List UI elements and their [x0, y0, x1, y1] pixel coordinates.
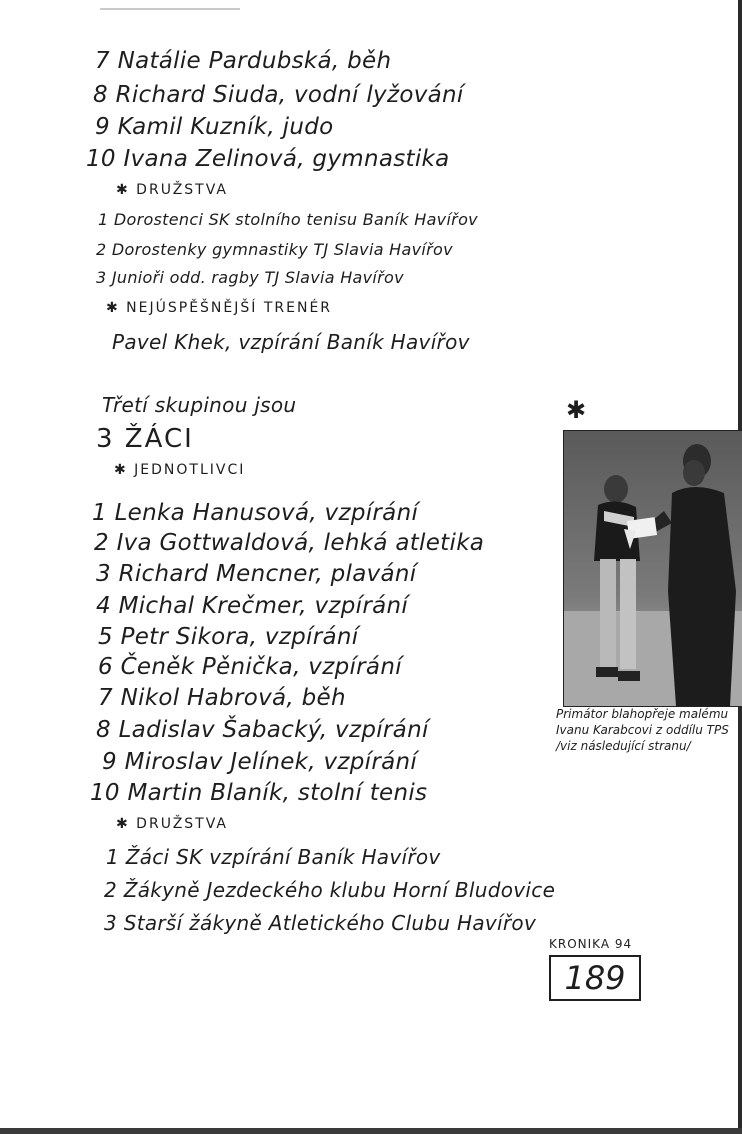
group-intro: Třetí skupinou jsou: [102, 393, 297, 417]
list-item: 1 Dorostenci SK stolního tenisu Baník Havířov: [98, 210, 478, 229]
section-heading-best-coach: ✱ NEJÚSPĚŠNĚJŠÍ TRENÉR: [106, 300, 333, 316]
photo-caption: Primátor blahopřeje malému Ivanu Karabcovi z oddílu TPS /viz následující stranu/: [556, 707, 729, 753]
list-item: 10 Ivana Zelinová, gymnastika: [86, 146, 450, 172]
section-heading-individuals: ✱ JEDNOTLIVCI: [114, 462, 246, 478]
list-item: 10 Martin Blaník, stolní tenis: [90, 780, 428, 806]
list-item: 5 Petr Sikora, vzpírání: [98, 624, 359, 650]
list-item: 2 Iva Gottwaldová, lehká atletika: [94, 530, 485, 556]
list-item: 1 Lenka Hanusová, vzpírání: [92, 500, 419, 526]
photo-illustration: [564, 431, 742, 706]
photo-star-mark: ✱: [566, 396, 587, 424]
page-edge-bottom: [0, 1128, 742, 1134]
section-heading-teams: ✱ DRUŽSTVA: [116, 182, 228, 198]
newspaper-photo: [563, 430, 742, 707]
section-heading-teams: ✱ DRUŽSTVA: [116, 816, 228, 832]
list-item: 4 Michal Krečmer, vzpírání: [96, 593, 409, 619]
list-item: 2 Žákyně Jezdeckého klubu Horní Bludovice: [104, 878, 556, 902]
group-title: 3 ŽÁCI: [96, 424, 194, 454]
top-rule: [100, 8, 240, 10]
list-item: 9 Kamil Kuzník, judo: [95, 114, 334, 140]
list-item: 3 Richard Mencner, plavání: [96, 561, 417, 587]
list-item: 6 Čeněk Pěnička, vzpírání: [98, 654, 402, 680]
list-item: 1 Žáci SK vzpírání Baník Havířov: [106, 845, 441, 869]
list-item: 9 Miroslav Jelínek, vzpírání: [102, 749, 418, 775]
list-item: 2 Dorostenky gymnastiky TJ Slavia Havířov: [96, 240, 453, 259]
list-item: 3 Starší žákyně Atletického Clubu Havířov: [104, 911, 537, 935]
list-item: 3 Junioři odd. ragby TJ Slavia Havířov: [96, 268, 404, 287]
chronicle-label: KRONIKA 94: [549, 937, 633, 951]
list-item: 7 Natálie Pardubská, běh: [95, 48, 392, 74]
best-coach: Pavel Khek, vzpírání Baník Havířov: [112, 330, 470, 354]
list-item: 8 Ladislav Šabacký, vzpírání: [96, 717, 429, 743]
list-item: 8 Richard Siuda, vodní lyžování: [93, 82, 464, 108]
list-item: 7 Nikol Habrová, běh: [98, 685, 346, 711]
page-number: 189: [564, 959, 626, 997]
page-number-box: [549, 955, 641, 1001]
